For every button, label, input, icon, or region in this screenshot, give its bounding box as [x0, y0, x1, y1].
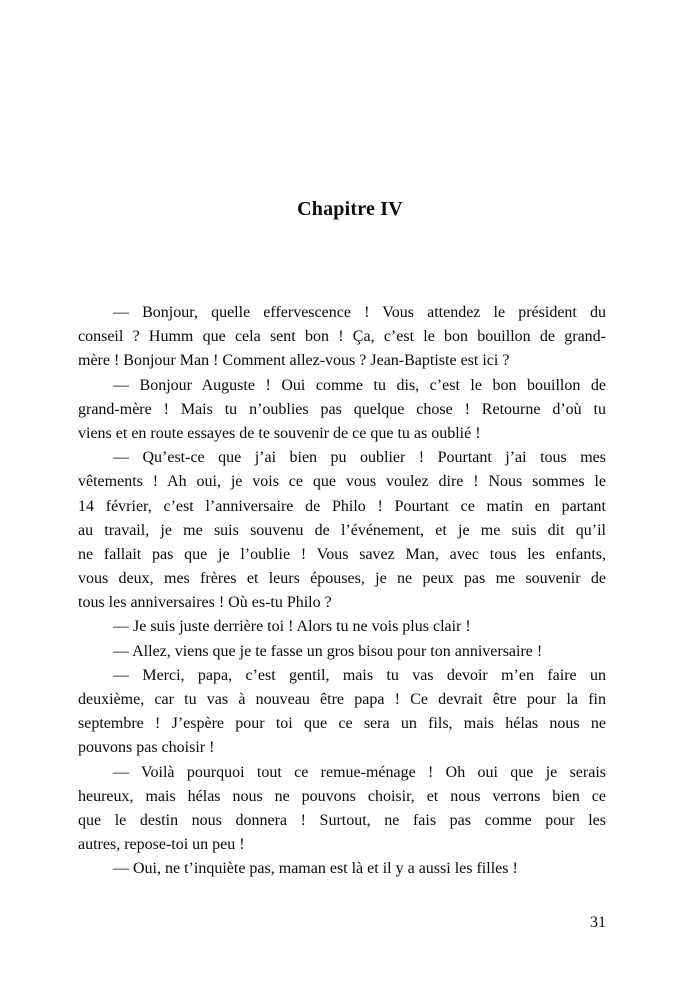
- page-number: 31: [590, 914, 606, 931]
- text-line: ne fallait pas que je l’oublie ! Vous savez Man, avec tous les enfants,: [78, 545, 606, 563]
- chapter-title: Chapitre IV: [297, 198, 403, 220]
- text-line: deuxième, car tu vas à nouveau être papa ! Ce devrait être pour la fin: [78, 691, 606, 708]
- paragraph: [78, 374, 606, 447]
- text-line: septembre ! J’espère pour toi que ce sera un fils, mais hélas nous ne: [78, 715, 606, 733]
- text-body: [78, 301, 606, 882]
- paragraph: [78, 664, 606, 761]
- text-line: tous les anniversaires ! Où es-tu Philo ?: [78, 594, 332, 612]
- paragraph: [78, 857, 606, 881]
- text-line: — Oui, ne t’inquiète pas, maman est là et il y a aussi les filles !: [113, 860, 518, 878]
- text-line: — Qu’est-ce que j’ai bien pu oublier ! Pourtant j’ai tous mes: [113, 449, 606, 467]
- text-line: — Voilà pourquoi tout ce remue-ménage ! Oh oui que je serais: [113, 763, 606, 781]
- paragraph: [78, 615, 606, 639]
- text-line: grand-mère ! Mais tu n’oublies pas quelque chose ! Retourne d’où tu: [78, 400, 606, 418]
- text-line: vous deux, mes frères et leurs épouses, je ne peux pas me souvenir de: [78, 570, 606, 588]
- text-line: — Allez, viens que je te fasse un gros bisou pour ton anniversaire !: [113, 642, 543, 660]
- text-line: — Merci, papa, c’est gentil, mais tu vas devoir m’en faire un: [113, 666, 606, 684]
- text-line: au travail, je me suis souvenu de l’événement, et je me suis dit qu’il: [78, 521, 606, 539]
- text-line: — Bonjour, quelle effervescence ! Vous attendez le président du: [113, 304, 606, 321]
- paragraph: [78, 761, 606, 858]
- text-line: 14 février, c’est l’anniversaire de Philo ! Pourtant ce matin en partant: [78, 497, 606, 515]
- text-line: — Je suis juste derrière toi ! Alors tu ne vois plus clair !: [113, 618, 471, 636]
- text-line: mère ! Bonjour Man ! Comment allez-vous ? Jean-Baptiste est ici ?: [78, 352, 510, 370]
- text-line: vêtements ! Ah oui, je vois ce que vous voulez dire ! Nous sommes le: [78, 473, 606, 491]
- text-line: — Bonjour Auguste ! Oui comme tu dis, c’est le bon bouillon de: [113, 376, 606, 394]
- text-line: conseil ? Humm que cela sent bon ! Ça, c’est le bon bouillon de grand-: [78, 328, 606, 346]
- paragraph: [78, 640, 606, 664]
- text-line: que le destin nous donnera ! Surtout, ne fais pas comme pour les: [78, 811, 606, 829]
- text-line: pouvons pas choisir !: [78, 739, 215, 757]
- paragraph: [78, 301, 606, 374]
- text-line: autres, repose-toi un peu !: [78, 836, 245, 854]
- text-line: viens et en route essayes de te souvenir de ce que tu as oublié !: [78, 424, 481, 442]
- text-line: heureux, mais hélas nous ne pouvons choisir, et nous verrons bien ce: [78, 787, 606, 805]
- paragraph: [78, 446, 606, 615]
